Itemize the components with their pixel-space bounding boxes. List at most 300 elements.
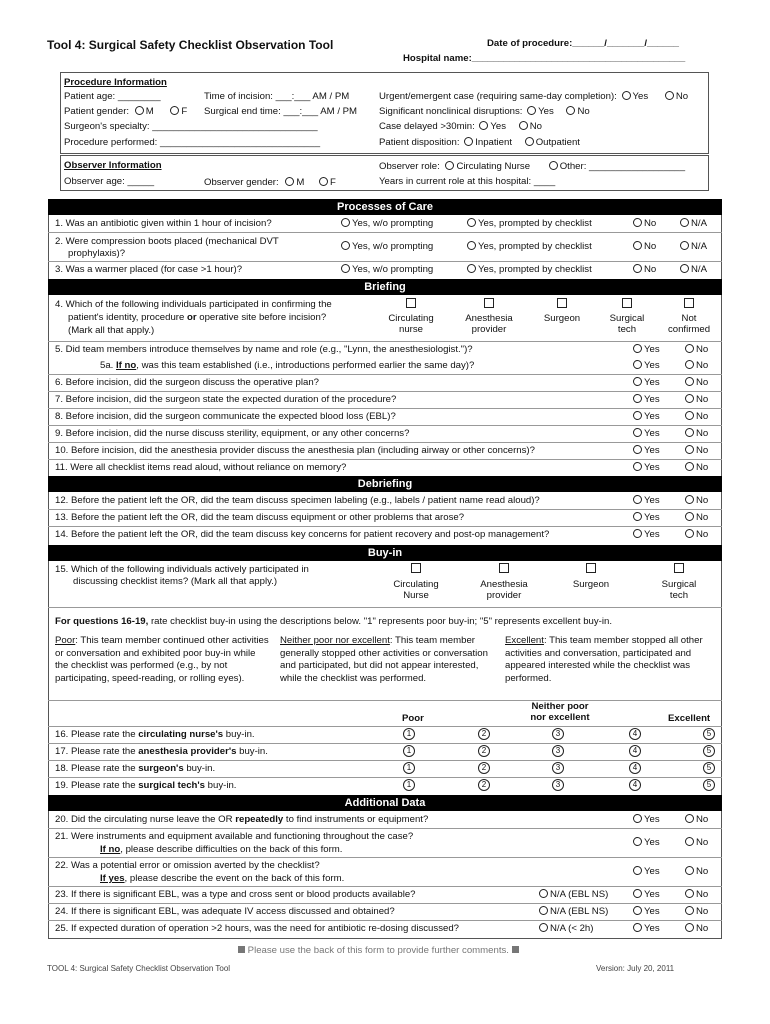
- q22-text-line1: 22. Was a potential error or omission averted by the checklist?: [55, 860, 320, 871]
- q1-wo-label: Yes, w/o prompting: [352, 218, 434, 229]
- q17-text: [55, 746, 268, 757]
- q16-text: [55, 729, 255, 740]
- observer-male-radio[interactable]: [285, 177, 294, 186]
- nonclinical-no-label: No: [577, 106, 590, 117]
- q15-surgeon-checkbox[interactable]: [586, 563, 596, 573]
- rating-4-icon[interactable]: 4: [629, 728, 641, 740]
- q18-text-post: buy-in.: [183, 763, 216, 774]
- q9-yes-label: Yes: [644, 428, 660, 439]
- q13-yes: [633, 512, 660, 523]
- q8-text: 8. Before incision, did the surgeon communicate the expected blood loss (EBL)?: [55, 411, 396, 422]
- rating-1-icon[interactable]: 1: [403, 762, 415, 774]
- q23-na: [539, 889, 608, 900]
- q6-no-label: No: [696, 377, 709, 388]
- q20-yes-radio[interactable]: [633, 814, 642, 823]
- q23-yes-label: Yes: [644, 889, 660, 900]
- q22-no-radio[interactable]: [685, 866, 694, 875]
- q1-text: 1. Was an antibiotic given within 1 hour of incision?: [55, 218, 272, 229]
- q2-opt-prompt: [467, 241, 592, 252]
- q9-text: 9. Before incision, did the nurse discuss sterility, equipment, or any other concerns?: [55, 428, 410, 439]
- q14-yes-radio[interactable]: [633, 529, 642, 538]
- q10-yes-radio[interactable]: [633, 445, 642, 454]
- buy-in-header: Buy-in: [48, 545, 722, 561]
- q16-rating-1[interactable]: [403, 728, 415, 740]
- divider: [48, 232, 722, 233]
- observer-female-radio[interactable]: [319, 177, 328, 186]
- q5a-text: [100, 360, 474, 371]
- gender-male-radio[interactable]: [135, 106, 144, 115]
- gender-male-label: M: [145, 106, 154, 117]
- q9-yes-radio[interactable]: [633, 428, 642, 437]
- q7-no-radio[interactable]: [685, 394, 694, 403]
- rating-1-icon[interactable]: 1: [403, 779, 415, 791]
- delayed-yes-radio[interactable]: [479, 121, 488, 130]
- rating-3-icon[interactable]: 3: [552, 779, 564, 791]
- excellent-description: [505, 635, 715, 685]
- q1-opt-na: [680, 218, 707, 229]
- q4-not-confirmed-label: Not confirmed: [667, 313, 711, 335]
- q18-rating-1[interactable]: [403, 762, 415, 774]
- q25-yes-label: Yes: [644, 923, 660, 934]
- observer-age-field[interactable]: Observer age: _____: [64, 176, 155, 187]
- q23-no: [685, 889, 708, 900]
- scale-neither-line1: Neither poor: [531, 701, 589, 712]
- q21-text-post: , please describe difficulties on the back of this form.: [120, 844, 343, 855]
- q24-na-radio[interactable]: [539, 906, 548, 915]
- nonclinical-label: Significant nonclinical disruptions:: [379, 106, 523, 117]
- delayed-yes-label: Yes: [490, 121, 507, 132]
- q23-no-radio[interactable]: [685, 889, 694, 898]
- q4-anesthesia-checkbox[interactable]: [484, 298, 494, 308]
- observer-gender-row: [204, 177, 336, 188]
- q7-yes-label: Yes: [644, 394, 660, 405]
- q25-yes: [633, 923, 660, 934]
- q14-yes-label: Yes: [644, 529, 660, 540]
- q12-text: 12. Before the patient left the OR, did the team discuss specimen labeling (e.g., labels / patient name read aloud)?: [55, 495, 540, 506]
- q22-yes: [633, 866, 660, 877]
- q24-na-label: N/A (EBL NS): [550, 906, 609, 917]
- divider: [48, 408, 722, 409]
- q20-text-post: to find instruments or equipment?: [283, 814, 429, 825]
- q1-opt-no: [633, 218, 656, 229]
- rating-4-icon[interactable]: 4: [629, 745, 641, 757]
- q24-na: [539, 906, 608, 917]
- q9-no: [685, 428, 708, 439]
- divider: [48, 341, 722, 342]
- q19-rating-2[interactable]: [478, 779, 490, 791]
- q1-no-label: No: [644, 218, 657, 229]
- q1-wo-radio[interactable]: [341, 218, 350, 227]
- q2-no-radio[interactable]: [633, 241, 642, 250]
- poor-description: [55, 635, 270, 685]
- q23-na-radio[interactable]: [539, 889, 548, 898]
- q16-rating-5[interactable]: [703, 728, 715, 740]
- q4-surgical-tech-label: Surgical tech: [609, 313, 645, 335]
- q3-prompt-radio[interactable]: [467, 264, 476, 273]
- q4-surgeon-label: Surgeon: [543, 313, 581, 324]
- q4-option-surgeon: [532, 298, 592, 324]
- q9-no-label: No: [696, 428, 709, 439]
- q15-circulating-nurse-label: Circulating Nurse: [393, 579, 439, 601]
- q13-text: 13. Before the patient left the OR, did the team discuss equipment or other problems that arose?: [55, 512, 465, 523]
- q21-text-line2: [100, 844, 342, 855]
- disposition-label: Patient disposition:: [379, 137, 460, 148]
- rating-1-icon[interactable]: 1: [403, 745, 415, 757]
- q24-no-label: No: [696, 906, 709, 917]
- q4-circulating-nurse-label: Circulating nurse: [388, 313, 434, 335]
- q24-yes: [633, 906, 660, 917]
- q25-no: [685, 923, 708, 934]
- divider: [48, 374, 722, 375]
- q3-wo-radio[interactable]: [341, 264, 350, 273]
- q18-rating-2[interactable]: [478, 762, 490, 774]
- q1-opt-wo: [341, 218, 433, 229]
- q5a-no-radio[interactable]: [685, 360, 694, 369]
- q15-surgical-tech-checkbox[interactable]: [674, 563, 684, 573]
- q4-not-confirmed-checkbox[interactable]: [684, 298, 694, 308]
- divider: [48, 828, 722, 829]
- q17-text-bold: anesthesia provider's: [138, 746, 237, 757]
- role-other-radio[interactable]: [549, 161, 558, 170]
- nonclinical-yes-radio[interactable]: [527, 106, 536, 115]
- rating-3-icon[interactable]: 3: [552, 728, 564, 740]
- q7-yes: [633, 394, 660, 405]
- divider: [48, 425, 722, 426]
- divider: [48, 886, 722, 887]
- rating-2-icon[interactable]: 2: [478, 728, 490, 740]
- divider: [48, 743, 722, 744]
- q23-no-label: No: [696, 889, 709, 900]
- q3-opt-wo: [341, 264, 433, 275]
- hospital-name-field[interactable]: Hospital name:________________________________________: [403, 53, 686, 64]
- rating-1-icon[interactable]: 1: [403, 728, 415, 740]
- q6-yes: [633, 377, 660, 388]
- q6-text: 6. Before incision, did the surgeon discuss the operative plan?: [55, 377, 319, 388]
- q5-no-label: No: [696, 344, 709, 355]
- q4-text-post: operative site before incision?: [196, 312, 327, 323]
- q16-rating-3[interactable]: [552, 728, 564, 740]
- q19-text-bold: surgical tech's: [138, 780, 206, 791]
- q15-option-surgical-tech: [652, 563, 706, 601]
- q11-no-label: No: [696, 462, 709, 473]
- q2-wo-label: Yes, w/o prompting: [352, 241, 434, 252]
- q1-no-radio[interactable]: [633, 218, 642, 227]
- role-other-field[interactable]: Other: __________________: [559, 161, 686, 172]
- q5a-text-post: , was this team established (i.e., introductions performed earlier the same day)?: [136, 360, 475, 371]
- q2-prompt-radio[interactable]: [467, 241, 476, 250]
- q23-na-label: N/A (EBL NS): [550, 889, 609, 900]
- q15-option-anesthesia: [470, 563, 538, 601]
- q4-surgical-tech-checkbox[interactable]: [622, 298, 632, 308]
- divider: [48, 526, 722, 527]
- q7-yes-radio[interactable]: [633, 394, 642, 403]
- q24-yes-radio[interactable]: [633, 906, 642, 915]
- q25-yes-radio[interactable]: [633, 923, 642, 932]
- observer-female-label: F: [330, 177, 336, 188]
- q25-no-label: No: [696, 923, 709, 934]
- q5a-yes-radio[interactable]: [633, 360, 642, 369]
- q11-yes-label: Yes: [644, 462, 660, 473]
- page-title: Tool 4: Surgical Safety Checklist Observation Tool: [47, 38, 334, 52]
- outpatient-radio[interactable]: [525, 137, 534, 146]
- surgeon-specialty-field[interactable]: Surgeon's specialty: _______________________________: [64, 121, 318, 132]
- q8-yes-radio[interactable]: [633, 411, 642, 420]
- q21-yes-radio[interactable]: [633, 837, 642, 846]
- q4-option-surgical-tech: [604, 298, 650, 335]
- q18-rating-4[interactable]: [629, 762, 641, 774]
- q19-rating-5[interactable]: [703, 779, 715, 791]
- gender-female-radio[interactable]: [170, 106, 179, 115]
- q16-rating-4[interactable]: [629, 728, 641, 740]
- q4-surgeon-checkbox[interactable]: [557, 298, 567, 308]
- q5-no-radio[interactable]: [685, 344, 694, 353]
- back-of-form-note: [238, 945, 519, 956]
- q19-text-post: buy-in.: [205, 780, 237, 791]
- q3-opt-prompt: [467, 264, 592, 275]
- rating-4-icon[interactable]: 4: [629, 762, 641, 774]
- rating-5-icon[interactable]: 5: [703, 745, 715, 757]
- scale-neither-line2: nor excellent: [530, 712, 590, 723]
- q19-text-pre: 19. Please rate the: [55, 780, 139, 791]
- q5-yes-label: Yes: [644, 344, 660, 355]
- footer-tool-name-text: TOOL 4: Surgical Safety Checklist Observation Tool: [47, 964, 231, 973]
- q13-yes-label: Yes: [644, 512, 660, 523]
- q12-no: [685, 495, 708, 506]
- observer-male-label: M: [296, 177, 305, 188]
- q15-surgeon-label: Surgeon: [572, 579, 610, 590]
- delayed-no-radio[interactable]: [519, 121, 528, 130]
- q5-text: 5. Did team members introduce themselves by name and role (e.g., "Lynn, the anesthesiologist.")?: [55, 344, 473, 355]
- square-bullet-icon: [238, 946, 245, 953]
- q25-no-radio[interactable]: [685, 923, 694, 932]
- q6-yes-radio[interactable]: [633, 377, 642, 386]
- q13-no: [685, 512, 708, 523]
- q16-text-post: buy-in.: [223, 729, 255, 740]
- q7-no: [685, 394, 708, 405]
- debriefing-header: Debriefing: [48, 476, 722, 492]
- q15-option-surgeon: [561, 563, 621, 590]
- q25-na: [539, 923, 593, 934]
- q15-surgical-tech-label: Surgical tech: [661, 579, 697, 601]
- q2-prompt-label: Yes, prompted by checklist: [478, 241, 592, 252]
- rating-3-icon[interactable]: 3: [552, 762, 564, 774]
- q4-text-or: or: [186, 312, 197, 323]
- q20-yes-label: Yes: [644, 814, 660, 825]
- observer-info-heading: Observer Information: [64, 160, 162, 171]
- q6-no-radio[interactable]: [685, 377, 694, 386]
- urgent-yes-label: Yes: [632, 91, 649, 102]
- patient-disposition-row: [379, 137, 580, 148]
- urgent-case-label: Urgent/emergent case (requiring same-day completion):: [379, 91, 617, 102]
- rating-4-icon[interactable]: 4: [629, 779, 641, 791]
- q14-no: [685, 529, 708, 540]
- q5a-text-pre: 5a.: [100, 360, 117, 371]
- q4-anesthesia-label: Anesthesia provider: [465, 313, 513, 335]
- buy-in-instructions-bold: For questions 16-19,: [55, 616, 149, 627]
- q8-no-radio[interactable]: [685, 411, 694, 420]
- q21-no-radio[interactable]: [685, 837, 694, 846]
- q17-text-post: buy-in.: [236, 746, 268, 757]
- q10-no-radio[interactable]: [685, 445, 694, 454]
- q12-yes-radio[interactable]: [633, 495, 642, 504]
- neither-description: [280, 635, 495, 685]
- q20-text-pre: 20. Did the circulating nurse leave the OR: [55, 814, 236, 825]
- back-of-form-note-text: Please use the back of this form to provide further comments.: [247, 945, 509, 956]
- rating-2-icon[interactable]: 2: [478, 745, 490, 757]
- observer-role-label: Observer role:: [379, 161, 440, 172]
- q23-yes: [633, 889, 660, 900]
- case-delayed-row: [379, 121, 542, 132]
- buy-in-instructions-rest: rate checklist buy-in using the descriptions below. "1" represents poor buy-in; "5" represents excellent buy-in.: [148, 616, 612, 627]
- q19-rating-4[interactable]: [629, 779, 641, 791]
- q2-na-label: N/A: [691, 241, 707, 252]
- q24-text: 24. If there is significant EBL, was adequate IV access discussed and obtained?: [55, 906, 395, 917]
- q22-no-label: No: [696, 866, 709, 877]
- q14-no-radio[interactable]: [685, 529, 694, 538]
- divider: [48, 760, 722, 761]
- q21-no-label: No: [696, 837, 709, 848]
- q15-text-line2: discussing checklist items? (Mark all that apply.): [73, 576, 278, 587]
- q13-no-label: No: [696, 512, 709, 523]
- divider: [48, 391, 722, 392]
- rating-5-icon[interactable]: 5: [703, 762, 715, 774]
- rating-5-icon[interactable]: 5: [703, 779, 715, 791]
- q1-na-radio[interactable]: [680, 218, 689, 227]
- q2-wo-radio[interactable]: [341, 241, 350, 250]
- role-circulating-nurse-radio[interactable]: [445, 161, 454, 170]
- rating-5-icon[interactable]: 5: [703, 728, 715, 740]
- square-bullet-icon: [512, 946, 519, 953]
- q21-yes: [633, 837, 660, 848]
- q5a-yes: [633, 360, 660, 371]
- divider: [48, 459, 722, 460]
- q1-prompt-radio[interactable]: [467, 218, 476, 227]
- q24-no: [685, 906, 708, 917]
- q9-no-radio[interactable]: [685, 428, 694, 437]
- q17-rating-1[interactable]: [403, 745, 415, 757]
- q17-rating-5[interactable]: [703, 745, 715, 757]
- q17-rating-2[interactable]: [478, 745, 490, 757]
- q11-yes-radio[interactable]: [633, 462, 642, 471]
- excellent-description-label: Excellent: [505, 635, 544, 646]
- q22-text-line2: [100, 873, 344, 884]
- q3-opt-na: [680, 264, 707, 275]
- q11-text: 11. Were all checklist items read aloud, without reliance on memory?: [55, 462, 347, 473]
- q18-rating-3[interactable]: [552, 762, 564, 774]
- q8-yes-label: Yes: [644, 411, 660, 422]
- q17-rating-3[interactable]: [552, 745, 564, 757]
- q16-text-bold: circulating nurse's: [138, 729, 224, 740]
- q11-yes: [633, 462, 660, 473]
- q3-na-radio[interactable]: [680, 264, 689, 273]
- patient-age-field[interactable]: Patient age: ________: [64, 91, 161, 102]
- divider: [48, 261, 722, 262]
- years-in-role-field[interactable]: Years in current role at this hospital: ____: [379, 176, 556, 187]
- q3-opt-no: [633, 264, 656, 275]
- footer-version: Version: July 20, 2011: [596, 964, 675, 973]
- divider: [48, 442, 722, 443]
- rating-2-icon[interactable]: 2: [478, 762, 490, 774]
- inpatient-radio[interactable]: [464, 137, 473, 146]
- q24-yes-label: Yes: [644, 906, 660, 917]
- poor-description-text: : This team member continued other activities or conversation and exhibited poor buy-in while the checklist was performed (e.g., by not participating, speed-reading, or rolling eyes).: [55, 635, 269, 684]
- procedure-performed-field[interactable]: Procedure performed: ______________________________: [64, 137, 321, 148]
- q22-yes-radio[interactable]: [633, 866, 642, 875]
- q4-text-line3: (Mark all that apply.): [68, 325, 155, 336]
- divider: [48, 700, 722, 701]
- q15-circulating-nurse-checkbox[interactable]: [411, 563, 421, 573]
- q5-yes-radio[interactable]: [633, 344, 642, 353]
- divider: [48, 509, 722, 510]
- time-of-incision-field[interactable]: Time of incision: ___:___ AM / PM: [204, 91, 350, 102]
- q11-no-radio[interactable]: [685, 462, 694, 471]
- rating-3-icon[interactable]: 3: [552, 745, 564, 757]
- rating-2-icon[interactable]: 2: [478, 779, 490, 791]
- patient-gender-label: Patient gender:: [64, 106, 130, 117]
- neither-description-text: : This team member generally stopped other activities or conversation and participated, but did not appear interested, while the checklist was performed.: [280, 635, 488, 684]
- processes-of-care-header: Processes of Care: [48, 199, 722, 215]
- q3-no-radio[interactable]: [633, 264, 642, 273]
- q1-prompt-label: Yes, prompted by checklist: [478, 218, 592, 229]
- date-of-procedure-field[interactable]: Date of procedure:______/_______/______: [487, 38, 679, 49]
- nonclinical-yes-label: Yes: [538, 106, 554, 117]
- q4-text-pre: patient's identity, procedure: [68, 312, 187, 323]
- case-delayed-label: Case delayed >30min:: [379, 121, 475, 132]
- q4-circulating-nurse-checkbox[interactable]: [406, 298, 416, 308]
- q17-rating-4[interactable]: [629, 745, 641, 757]
- q14-text: 14. Before the patient left the OR, did the team discuss key concerns for patient recovery and post-op management?: [55, 529, 550, 540]
- q16-rating-2[interactable]: [478, 728, 490, 740]
- q8-no: [685, 411, 708, 422]
- q5-no: [685, 344, 708, 355]
- q10-no: [685, 445, 708, 456]
- q2-text-line2: prophylaxis)?: [68, 248, 126, 259]
- q19-rating-3[interactable]: [552, 779, 564, 791]
- q25-na-radio[interactable]: [539, 923, 548, 932]
- q3-no-label: No: [644, 264, 657, 275]
- q22-no: [685, 866, 708, 877]
- q14-no-label: No: [696, 529, 709, 540]
- surgical-end-time-field[interactable]: Surgical end time: ___:___ AM / PM: [204, 106, 358, 117]
- q12-no-radio[interactable]: [685, 495, 694, 504]
- observer-role-row: [379, 161, 685, 172]
- urgent-yes-radio[interactable]: [622, 91, 631, 100]
- nonclinical-no-radio[interactable]: [566, 106, 575, 115]
- q22-text-post: , please describe the event on the back of this form.: [124, 873, 345, 884]
- q4-option-circulating-nurse: [380, 298, 442, 335]
- q15-anesthesia-label: Anesthesia provider: [480, 579, 528, 601]
- nonclinical-disruptions-row: [379, 106, 590, 117]
- q18-rating-5[interactable]: [703, 762, 715, 774]
- urgent-no-radio[interactable]: [665, 91, 674, 100]
- q2-na-radio[interactable]: [680, 241, 689, 250]
- q17-text-pre: 17. Please rate the: [55, 746, 139, 757]
- q23-yes-radio[interactable]: [633, 889, 642, 898]
- q6-yes-label: Yes: [644, 377, 660, 388]
- q20-no-radio[interactable]: [685, 814, 694, 823]
- q13-no-radio[interactable]: [685, 512, 694, 521]
- q21-yes-label: Yes: [644, 837, 660, 848]
- q15-anesthesia-checkbox[interactable]: [499, 563, 509, 573]
- q3-prompt-label: Yes, prompted by checklist: [478, 264, 592, 275]
- q24-no-radio[interactable]: [685, 906, 694, 915]
- q22-text-ifyes: If yes: [100, 873, 125, 884]
- q13-yes-radio[interactable]: [633, 512, 642, 521]
- gender-female-label: F: [181, 106, 188, 117]
- q11-no: [685, 462, 708, 473]
- q19-rating-1[interactable]: [403, 779, 415, 791]
- urgent-case-row: [379, 91, 688, 102]
